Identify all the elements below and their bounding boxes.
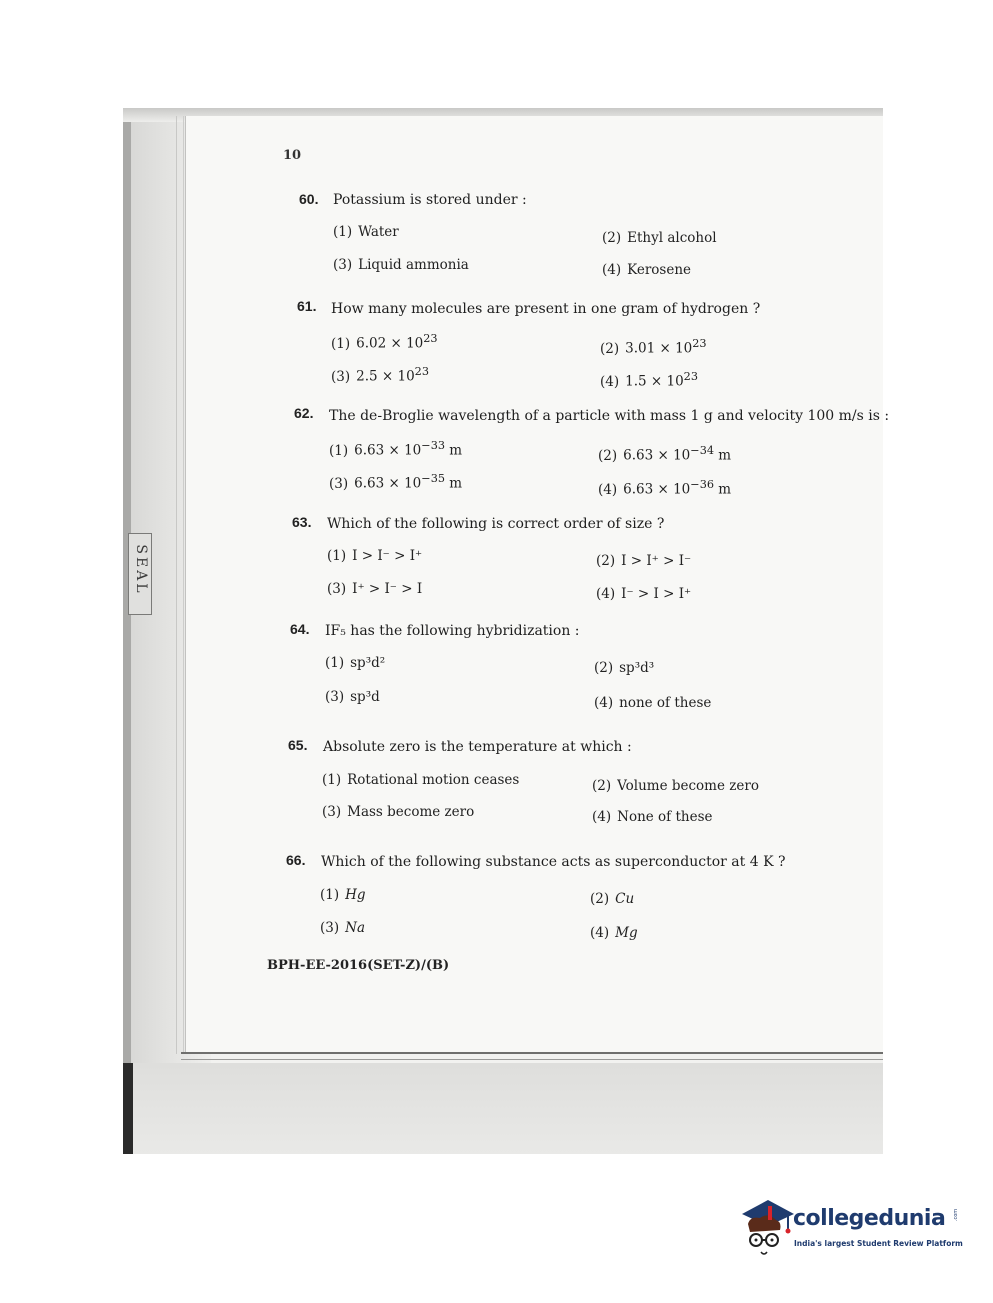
- question-text: Absolute zero is the temperature at which :: [323, 739, 632, 755]
- option: [322, 772, 519, 788]
- option: [331, 332, 438, 352]
- option-number: (1): [322, 772, 342, 788]
- question-number: 65.: [288, 737, 308, 753]
- question-number: 61.: [297, 298, 317, 314]
- sheet-bottom-edge: [181, 1052, 883, 1054]
- question-number: 63.: [292, 514, 312, 530]
- option-number: (2): [600, 340, 620, 357]
- option: [325, 689, 380, 705]
- option-text: 6.63 × 10: [623, 481, 691, 498]
- option-text: 3.01 × 10: [625, 340, 693, 357]
- option-number: (3): [331, 368, 351, 385]
- option-number: (3): [322, 804, 342, 820]
- option: [590, 925, 638, 941]
- paper-sheet: [185, 116, 883, 1054]
- option: [320, 887, 366, 903]
- option: [329, 439, 462, 459]
- question-text: Potassium is stored under :: [333, 192, 527, 208]
- question-number: 64.: [290, 621, 310, 637]
- option-exponent: −34: [690, 444, 715, 457]
- sheet-bottom-edge-secondary: [181, 1059, 883, 1060]
- option-number: (1): [333, 224, 353, 240]
- question-text: How many molecules are present in one gram of hydrogen ?: [331, 301, 761, 317]
- option-unit: m: [445, 442, 463, 459]
- option: [602, 230, 717, 246]
- option-number: (2): [602, 230, 622, 246]
- option-text: 6.63 × 10: [354, 442, 422, 459]
- scan-edge-shadow: [123, 108, 131, 1154]
- option-number: (1): [325, 655, 345, 671]
- option: [320, 920, 365, 936]
- option: [331, 365, 429, 385]
- option-text: Kerosene: [627, 262, 692, 278]
- option-text: 6.02 × 10: [356, 335, 424, 352]
- option-text: 6.63 × 10: [623, 447, 691, 464]
- question-text: Which of the following is correct order of size ?: [327, 516, 665, 532]
- question-number: 66.: [286, 852, 306, 868]
- option: [592, 809, 712, 825]
- option: [592, 778, 759, 794]
- question-number: 62.: [294, 405, 314, 421]
- option: [325, 655, 385, 671]
- option-number: (4): [602, 262, 622, 278]
- option-text: none of these: [619, 695, 712, 711]
- question-number: 60.: [299, 191, 319, 207]
- option-number: (4): [592, 809, 612, 825]
- option-text: Na: [345, 920, 365, 936]
- option-text: None of these: [617, 809, 713, 825]
- option: [322, 804, 474, 820]
- option-exponent: 23: [683, 370, 698, 383]
- option-text: Water: [358, 224, 399, 240]
- option-exponent: −36: [690, 478, 715, 491]
- option-number: (4): [598, 481, 618, 498]
- student-mascot-icon: [738, 1194, 796, 1260]
- option: [598, 444, 731, 464]
- option-text: Liquid ammonia: [358, 257, 469, 273]
- collegedunia-logo[interactable]: [738, 1194, 963, 1264]
- page-number: 10: [283, 148, 302, 163]
- option-number: (1): [320, 887, 340, 903]
- option: [327, 548, 422, 564]
- option-text: Volume become zero: [617, 778, 759, 794]
- option-unit: m: [714, 447, 732, 464]
- option: [333, 224, 399, 240]
- option-text: Mass become zero: [347, 804, 475, 820]
- option-number: (1): [329, 442, 349, 459]
- option-number: (4): [600, 373, 620, 390]
- option: [596, 586, 691, 602]
- option: [596, 553, 691, 569]
- option-exponent: 23: [692, 337, 707, 350]
- option: [329, 472, 462, 492]
- option: [600, 370, 698, 390]
- option: [590, 891, 634, 907]
- option-text: Ethyl alcohol: [627, 230, 717, 246]
- option-number: (3): [325, 689, 345, 705]
- option-exponent: −35: [421, 472, 446, 485]
- option-text: sp³d³: [619, 660, 655, 676]
- option: [602, 262, 691, 278]
- question-text: The de-Broglie wavelength of a particle with mass 1 g and velocity 100 m/s is :: [329, 408, 890, 424]
- option-number: (2): [598, 447, 618, 464]
- option-exponent: 23: [414, 365, 429, 378]
- option-unit: m: [714, 481, 732, 498]
- option-number: (3): [327, 581, 347, 597]
- option-number: (2): [596, 553, 616, 569]
- option-text: 1.5 × 10: [625, 373, 684, 390]
- option: [600, 337, 707, 357]
- option-text: 2.5 × 10: [356, 368, 415, 385]
- option-text: sp³d: [350, 689, 380, 705]
- option: [594, 660, 654, 676]
- option: [333, 257, 469, 273]
- option-text: Rotational motion ceases: [347, 772, 520, 788]
- option-exponent: 23: [423, 332, 438, 345]
- option-text: Hg: [345, 887, 366, 903]
- paper-code: BPH-EE-2016(SET-Z)/(B): [267, 958, 450, 973]
- option-number: (2): [590, 891, 610, 907]
- option-number: (4): [596, 586, 616, 602]
- scanner-bed: [123, 1063, 883, 1154]
- option: [327, 581, 422, 597]
- option-text: I⁺ > I⁻ > I: [352, 581, 423, 597]
- logo-domain: .com: [953, 1208, 960, 1222]
- option-number: (2): [592, 778, 612, 794]
- option-number: (3): [320, 920, 340, 936]
- option-exponent: −33: [421, 439, 446, 452]
- question-text: IF₅ has the following hybridization :: [325, 623, 580, 639]
- logo-wordmark: collegedunia: [793, 1206, 946, 1231]
- scanner-bed-edge: [123, 1063, 133, 1154]
- option: [594, 695, 711, 711]
- option-number: (4): [594, 695, 614, 711]
- option-text: sp³d²: [350, 655, 386, 671]
- option: [598, 478, 731, 498]
- option-text: I > I⁻ > I⁺: [352, 548, 423, 564]
- option-unit: m: [445, 475, 463, 492]
- seal-box: [128, 533, 152, 615]
- option-number: (3): [333, 257, 353, 273]
- option-number: (2): [594, 660, 614, 676]
- logo-tagline: India's largest Student Review Platform: [794, 1239, 963, 1248]
- seal-label: SEAL: [133, 544, 149, 596]
- option-number: (4): [590, 925, 610, 941]
- option-text: Mg: [615, 925, 638, 941]
- option-text: Cu: [615, 891, 635, 907]
- option-number: (1): [327, 548, 347, 564]
- option-text: I > I⁺ > I⁻: [621, 553, 692, 569]
- option-text: 6.63 × 10: [354, 475, 422, 492]
- option-number: (1): [331, 335, 351, 352]
- option-number: (3): [329, 475, 349, 492]
- option-text: I⁻ > I > I⁺: [621, 586, 692, 602]
- question-text: Which of the following substance acts as superconductor at 4 K ?: [321, 854, 786, 870]
